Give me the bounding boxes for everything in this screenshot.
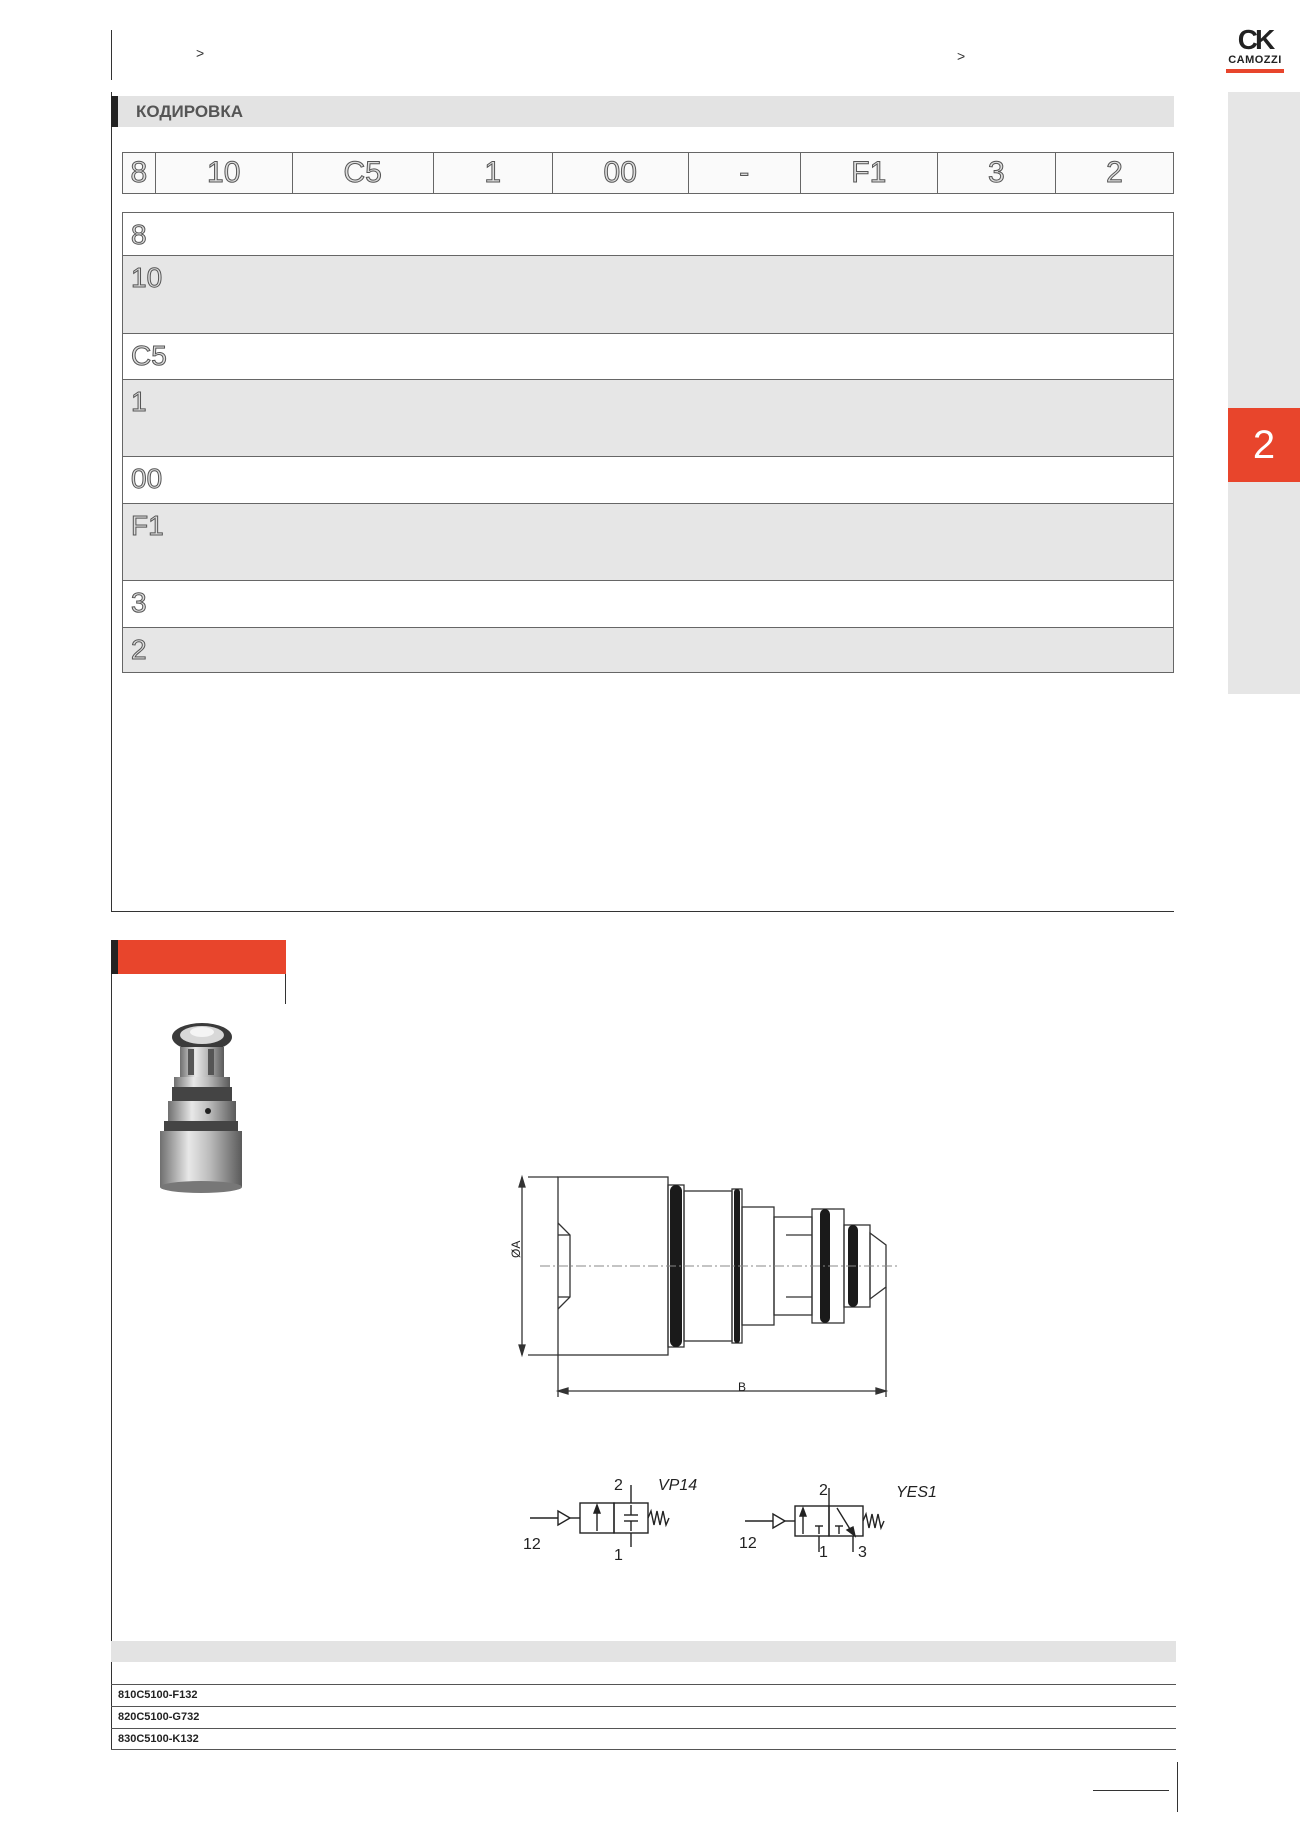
- chapter-tab[interactable]: 2: [1228, 408, 1300, 482]
- table-header: [111, 1641, 1176, 1662]
- product-table: [111, 1684, 1176, 1750]
- product-frame-left: [111, 974, 112, 1750]
- code-cell: 00: [552, 153, 688, 193]
- dimension-a-label: ØA: [509, 1240, 523, 1258]
- table-row: 830C5100-K132: [111, 1728, 1176, 1750]
- explanation-row: [123, 580, 1173, 627]
- code-row: [122, 152, 1174, 194]
- row-code: 00: [131, 463, 163, 494]
- code-cell: -: [688, 153, 800, 193]
- header-accent: [111, 940, 118, 974]
- port-12-label: 12: [523, 1536, 541, 1553]
- port-2-label: 2: [614, 1477, 623, 1494]
- code-cell: 3: [937, 153, 1055, 193]
- coding-title: КОДИРОВКА: [136, 102, 243, 121]
- symbol-name: YES1: [896, 1484, 937, 1501]
- row-code: 8: [131, 219, 147, 250]
- symbol-name: VP14: [658, 1477, 698, 1494]
- code-cell: 10: [155, 153, 292, 193]
- port-2-label: 2: [819, 1482, 828, 1499]
- port-1-label: 1: [614, 1547, 623, 1564]
- code-cell: F1: [800, 153, 937, 193]
- coding-header: [111, 96, 1174, 127]
- port-3-label: 3: [858, 1544, 867, 1561]
- header-divider: [111, 30, 112, 80]
- header-accent: [111, 96, 118, 127]
- row-code: F1: [131, 510, 164, 541]
- logo-mark: CK: [1237, 24, 1273, 55]
- row-code: 2: [131, 634, 147, 665]
- section-frame-bottom: [111, 911, 1174, 912]
- product-header-divider: [285, 974, 286, 1004]
- code-cell: C5: [292, 153, 433, 193]
- explanation-row: [123, 333, 1173, 379]
- explanation-row: [123, 255, 1173, 333]
- dimension-drawing: [500, 1165, 960, 1415]
- product-photo: [150, 1015, 246, 1195]
- breadcrumb-arrow-right[interactable]: >: [957, 48, 966, 64]
- code-cell: 8: [123, 153, 155, 193]
- row-code: 1: [131, 386, 147, 417]
- logo-bar: [1226, 69, 1284, 73]
- row-code: 3: [131, 587, 147, 618]
- port-1-label: 1: [819, 1544, 828, 1561]
- explanation-row: [123, 379, 1173, 456]
- table-row: 820C5100-G732: [111, 1706, 1176, 1728]
- explanation-row: [123, 456, 1173, 503]
- section-frame-left: [111, 92, 112, 912]
- explanation-row: [123, 627, 1173, 672]
- row-code: 10: [131, 262, 163, 293]
- camozzi-logo: [1226, 26, 1284, 73]
- explanation-row: [123, 503, 1173, 580]
- table-row: 810C5100-F132: [111, 1684, 1176, 1706]
- dimension-b-label: B: [738, 1380, 747, 1394]
- footer-line: [1093, 1790, 1169, 1791]
- breadcrumb-arrow[interactable]: >: [196, 45, 205, 61]
- row-code: C5: [131, 340, 167, 371]
- explanation-row: [123, 213, 1173, 255]
- footer-divider: [1177, 1762, 1178, 1812]
- code-cell: 1: [433, 153, 552, 193]
- code-cell: 2: [1055, 153, 1173, 193]
- product-header: [111, 940, 286, 974]
- side-tab: [1228, 92, 1300, 694]
- port-12-label: 12: [739, 1535, 757, 1552]
- logo-name: CAMOZZI: [1228, 54, 1282, 66]
- coding-explanation-table: [122, 212, 1174, 673]
